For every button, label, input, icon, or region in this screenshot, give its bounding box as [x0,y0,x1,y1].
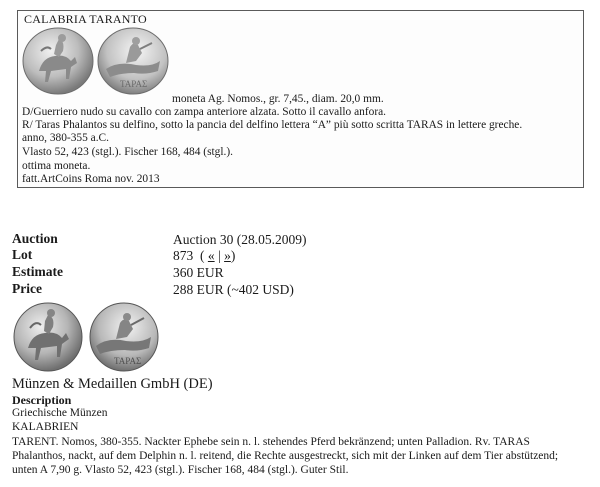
lot-value [173,248,235,264]
auction-reverse-coin-image[interactable] [88,302,160,372]
description-category: Griechische Münzen [12,407,108,419]
previous-lot-link[interactable]: « [207,248,215,263]
auction-obverse-coin-image[interactable] [12,302,84,372]
description-heading: Description [12,393,72,407]
reverse-coin-image [96,27,170,95]
description-line-3: unten A 7,90 g. Vlasto 52, 423 (stgl.). Fischer 168, 484 (stgl.). Guter Stil. [12,464,349,476]
lot-paren-close: ) [230,248,236,263]
auction-value: Auction 30 (28.05.2009) [173,232,307,247]
price-value: 288 EUR (~402 USD) [173,282,294,297]
obverse-coin-image [21,27,95,95]
description-region: KALABRIEN [12,421,79,433]
price-label: Price [12,281,42,296]
estimate-value: 360 EUR [173,265,224,280]
card-title: CALABRIA TARANTO [24,12,147,26]
description-line-1: TARENT. Nomos, 380-355. Nackter Ephebe sein n. l. stehendes Pferd bekränzend; unten Palladion. Rv. TARAS [12,436,530,448]
card-line-year: anno, 380-355 a.C. [22,132,109,144]
coin-legend: TAPAΣ [120,79,148,89]
lot-label: Lot [12,247,33,262]
description-line-2: Phalanthos, nackt, auf dem Delphin n. l. reitend, die Rechte ausgestreckt, sich mit der Linken auf dem Tier abstützend; [12,450,559,462]
estimate-label: Estimate [12,264,63,279]
next-lot-link[interactable]: » [224,248,231,263]
seller-name: Münzen & Medaillen GmbH (DE) [12,376,213,392]
lot-number: 873 [173,248,194,263]
card-line-obverse: D/Guerriero nudo su cavallo con zampa anteriore alzata. Sotto il cavallo anfora. [22,106,387,118]
card-line-invoice: fatt.ArtCoins Roma nov. 2013 [22,173,160,185]
card-line-grade: ottima moneta. [22,160,91,172]
auction-coin-legend: TAPAΣ [114,356,142,366]
card-line-weight: moneta Ag. Nomos., gr. 7,45., diam. 20,0 mm. [172,93,384,105]
lot-paren-open: ( [200,248,205,263]
auction-label: Auction [12,231,58,246]
card-line-references: Vlasto 52, 423 (stgl.). Fischer 168, 484 (stgl.). [22,146,234,158]
card-line-reverse: R/ Taras Phalantos su delfino, sotto la pancia del delfino lettera “A” più sotto scritta TARAS in lettere greche. [22,119,523,131]
lot-separator: | [218,248,221,263]
